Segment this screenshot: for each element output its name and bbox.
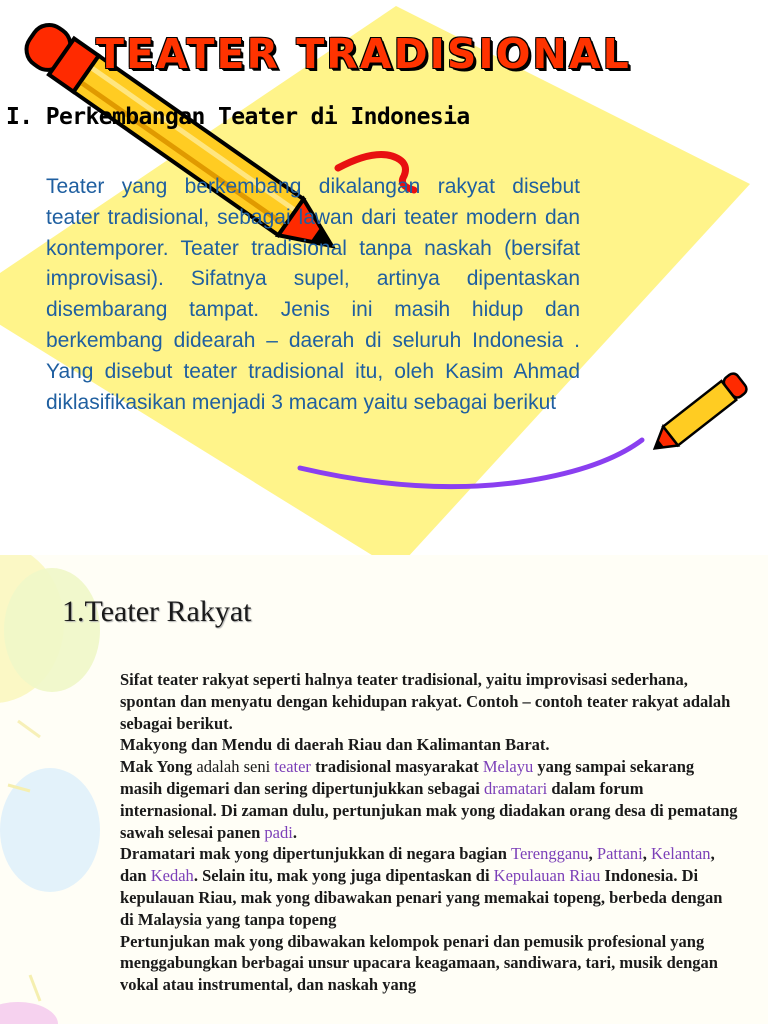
- paragraph-regions: Dramatari mak yong dipertunjukkan di negara bagian Terengganu, Pattani, Kelantan, dan Kedah. Selain itu, mak yong juga dipentaskan di Kepulauan Riau Indonesia. Di kepulauan Riau, mak yong dibawakan penari yang memakai topeng, berbeda dengan di Malaysia yang tanpa topeng: [120, 844, 723, 929]
- link-terengganu[interactable]: Terengganu: [511, 844, 589, 864]
- slide-2: [0, 555, 768, 1024]
- section-body: [120, 669, 738, 996]
- link-kelantan[interactable]: Kelantan: [651, 844, 711, 864]
- link-dramatari[interactable]: dramatari: [483, 778, 548, 798]
- paragraph-performance: Pertunjukan mak yong dibawakan kelompok penari dan pemusik profesional yang menggabungkan berbagai unsur upacara keagamaan, sandiwara, tari, musik dengan vokal atau instrumental, dan naskah yang: [120, 931, 718, 995]
- link-kepulauan-riau[interactable]: Kepulauan Riau: [493, 866, 601, 886]
- link-melayu[interactable]: Melayu: [482, 757, 534, 777]
- paragraph-mak-yong: Mak Yong adalah seni teater tradisional masyarakat Melayu yang sampai sekarang masih digemari dan sering dipertunjukkan sebagai dramatari dalam forum internasional. Di zaman dulu, pertunjukan mak yong diadakan orang desa di pematang sawah selesai panen padi.: [120, 757, 738, 842]
- term-mak-yong: Mak Yong: [120, 757, 193, 777]
- link-teater[interactable]: teater: [274, 757, 311, 777]
- slide-subtitle: I. Perkembangan Teater di Indonesia: [6, 104, 470, 130]
- section-title: 1.Teater Rakyat: [62, 595, 252, 628]
- link-kedah[interactable]: Kedah: [150, 866, 194, 886]
- slide-title: TEATER TRADISIONAL: [96, 30, 631, 78]
- link-padi[interactable]: padi: [264, 822, 293, 842]
- slide-body-text: Teater yang berkembang dikalangan rakyat disebut teater tradisional, sebagai lawan dari teater modern dan kontemporer. Teater tradisional tanpa naskah (bersifat improvisasi). Sifatnya supel, artinya dipentaskan disembarang tampat. Jenis ini masih hidup dan berkembang didearah – daerah di seluruh Indonesia . Yang disebut teater tradisional itu, oleh Kasim Ahmad diklasifikasikan menjadi 3 macam yaitu sebagai berikut: [46, 175, 580, 414]
- paragraph-examples: Makyong dan Mendu di daerah Riau dan Kalimantan Barat.: [120, 735, 550, 755]
- link-pattani[interactable]: Pattani: [596, 844, 643, 864]
- paragraph-intro: Sifat teater rakyat seperti halnya teater tradisional, yaitu improvisasi sederhana, spontan dan menyatu dengan kehidupan rakyat. Contoh – contoh teater rakyat adalah sebagai berikut.: [120, 670, 731, 733]
